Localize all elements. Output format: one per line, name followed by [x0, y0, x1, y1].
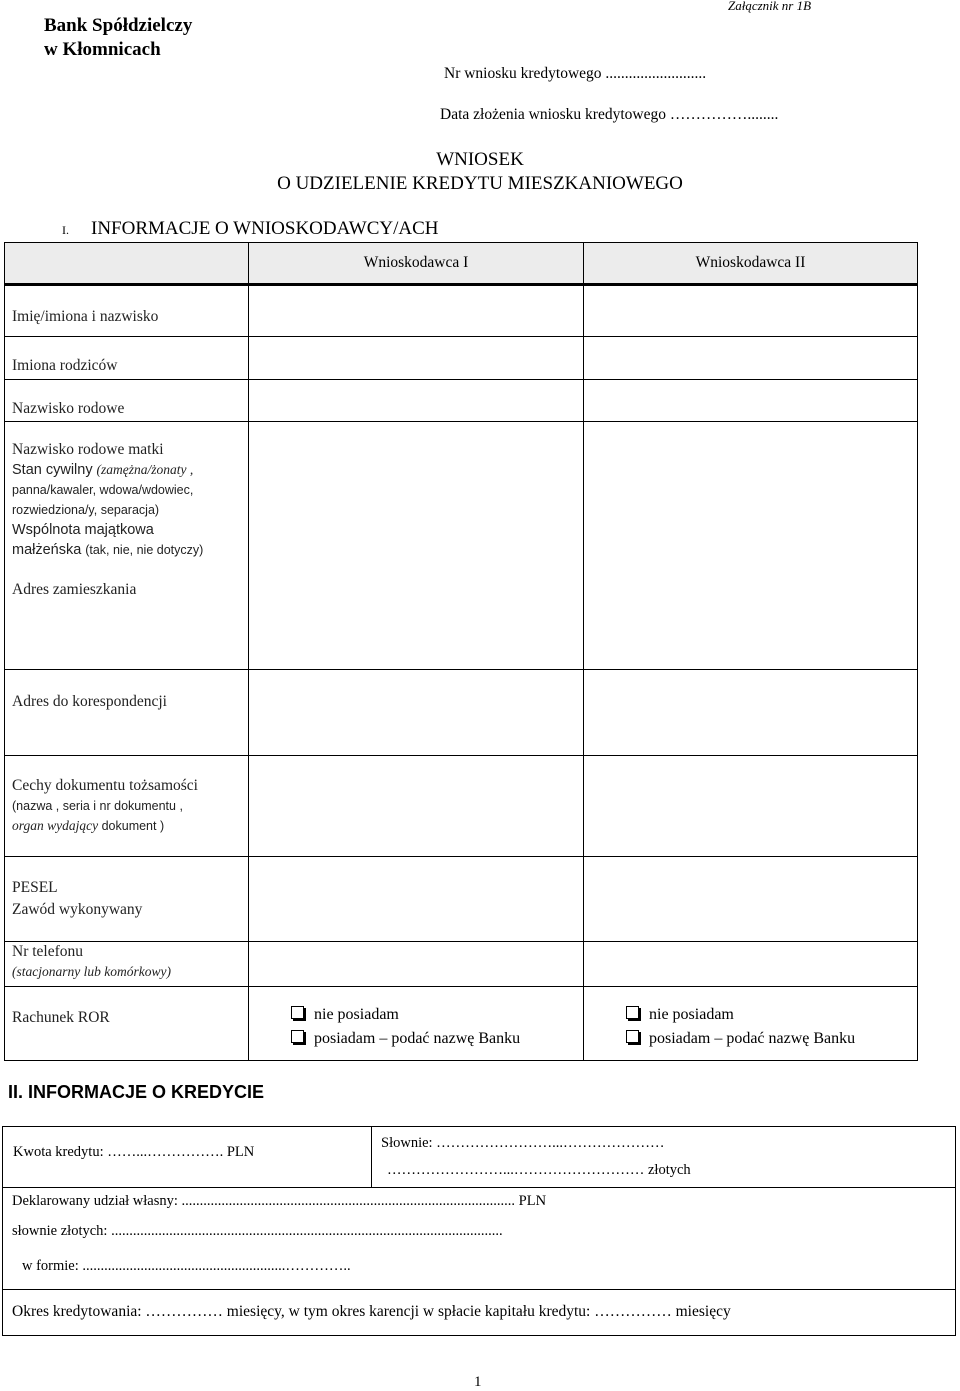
row-label-address: Adres zamieszkania	[12, 581, 137, 598]
table-row	[5, 857, 918, 942]
table-header-row	[5, 243, 918, 285]
row-label-parents: Imiona rodziców	[12, 357, 118, 374]
own-contribution-words-field[interactable]: słownie złotych: ............................................................................................................	[12, 1223, 503, 1239]
applicant-1-ror-options	[249, 987, 583, 1051]
row-label-correspondence: Adres do korespondencji	[12, 693, 167, 710]
checkbox-icon[interactable]	[291, 1030, 304, 1043]
applicant-2-pesel-cell[interactable]	[584, 857, 918, 942]
applicant-2-correspondence-cell[interactable]	[584, 670, 918, 756]
row-label-ror: Rachunek ROR	[12, 1009, 110, 1026]
applicant-1-ror-no[interactable]: nie posiadam	[291, 1003, 583, 1027]
marital-options-2: panna/kawaler, wdowa/wdowiec,	[12, 483, 194, 497]
applicant-2-phone-cell[interactable]	[584, 942, 918, 987]
id-document-sub-2: organ wydający dokument )	[12, 818, 165, 833]
table-row	[5, 942, 918, 987]
applicant-2-header: Wnioskodawca II	[584, 243, 918, 285]
applicant-2-ror-no[interactable]: nie posiadam	[626, 1003, 917, 1027]
divider	[3, 1187, 955, 1188]
own-contribution-field[interactable]: Deklarowany udział własny: ............................................................................................ PLN	[12, 1193, 547, 1209]
row-label-group	[5, 422, 248, 600]
checkbox-icon[interactable]	[626, 1030, 639, 1043]
bank-name-line2: w Kłomnicach	[44, 39, 161, 60]
marital-options-3: rozwiedziona/y, separacja)	[12, 503, 160, 517]
section-2-heading: II. INFORMACJE O KREDYCIE	[8, 1082, 265, 1102]
row-label-name: Imię/imiona i nazwisko	[12, 308, 159, 325]
checkbox-icon[interactable]	[291, 1006, 304, 1019]
contribution-form-field[interactable]: w formie: ........................................................…………..	[22, 1258, 351, 1274]
table-row	[5, 422, 918, 670]
section-1-title: INFORMACJE O WNIOSKODAWCY/ACH	[91, 218, 439, 239]
section-1-number: I.	[62, 223, 69, 237]
page-number: 1	[474, 1374, 482, 1390]
row-label-id-document: Cechy dokumentu tożsamości	[12, 777, 198, 794]
credit-period-field[interactable]: Okres kredytowania: …………… miesięcy, w tym okres karencji w spłacie kapitału kredytu: …………… miesięcy	[12, 1303, 731, 1320]
applicant-1-phone-cell[interactable]	[249, 942, 584, 987]
applicant-1-ror-yes[interactable]: posiadam – podać nazwę Banku	[291, 1027, 583, 1051]
row-label-pesel: PESEL	[12, 879, 58, 896]
divider	[3, 1289, 955, 1290]
application-number: Nr wniosku kredytowego ..........................	[444, 65, 707, 82]
row-label-phone-sub: (stacjonarny lub komórkowy)	[12, 964, 171, 979]
amount-in-words-field[interactable]: Słownie: ……………………...…………………	[381, 1135, 665, 1151]
table-row	[5, 285, 918, 337]
row-label-occupation: Zawód wykonywany	[12, 901, 143, 918]
bank-name	[44, 14, 192, 62]
applicant-1-name-cell[interactable]	[249, 285, 584, 337]
applicant-1-header: Wnioskodawca I	[249, 243, 584, 285]
row-label-property: Wspólnota majątkowa	[12, 522, 154, 538]
bank-name-line1: Bank Spółdzielczy	[44, 15, 193, 36]
applicant-2-personal-cell[interactable]	[584, 422, 918, 670]
table-row	[5, 670, 918, 756]
annex-label: Załącznik nr 1B	[728, 0, 812, 13]
table-row	[5, 987, 918, 1061]
amount-in-words-line2[interactable]: ……………………...……………………… złotych	[387, 1162, 691, 1178]
checkbox-icon[interactable]	[626, 1006, 639, 1019]
applicant-2-name-cell[interactable]	[584, 285, 918, 337]
applicant-2-parents-cell[interactable]	[584, 337, 918, 380]
applicant-1-pesel-cell[interactable]	[249, 857, 584, 942]
table-row	[5, 337, 918, 380]
applicant-2-ror-yes[interactable]: posiadam – podać nazwę Banku	[626, 1027, 917, 1051]
row-label-id-document-group	[5, 756, 248, 836]
row-label-mother-name: Nazwisko rodowe matki	[12, 441, 164, 458]
applicant-1-family-name-cell[interactable]	[249, 380, 584, 422]
submission-date: Data złożenia wniosku kredytowego ……………........	[440, 106, 779, 123]
applicants-table	[4, 242, 918, 1061]
table-row	[5, 380, 918, 422]
divider	[371, 1127, 372, 1187]
header-blank-cell	[5, 243, 249, 285]
row-label-marital-status: Stan cywilny (zamężna/żonaty ,	[12, 462, 194, 478]
row-label-phone-group	[5, 942, 248, 982]
applicant-2-id-cell[interactable]	[584, 756, 918, 857]
document-subtitle: O UDZIELENIE KREDYTU MIESZKANIOWEGO	[277, 173, 683, 194]
row-label-pesel-group	[5, 857, 248, 921]
row-label-property-2: małżeńska (tak, nie, nie dotyczy)	[12, 542, 204, 558]
credit-amount-field[interactable]: Kwota kredytu: ……...……………. PLN	[13, 1144, 255, 1160]
id-document-sub-1: (nazwa , seria i nr dokumentu ,	[12, 799, 183, 813]
document-title: WNIOSEK	[436, 149, 524, 170]
applicant-2-family-name-cell[interactable]	[584, 380, 918, 422]
row-label-family-name: Nazwisko rodowe	[12, 400, 125, 417]
applicant-2-ror-options	[584, 987, 917, 1051]
applicant-1-id-cell[interactable]	[249, 756, 584, 857]
applicant-1-personal-cell[interactable]	[249, 422, 584, 670]
section-1-heading	[62, 218, 439, 240]
credit-info-box	[2, 1126, 956, 1336]
table-row	[5, 756, 918, 857]
applicant-1-correspondence-cell[interactable]	[249, 670, 584, 756]
row-label-phone: Nr telefonu	[12, 943, 84, 960]
applicant-1-parents-cell[interactable]	[249, 337, 584, 380]
